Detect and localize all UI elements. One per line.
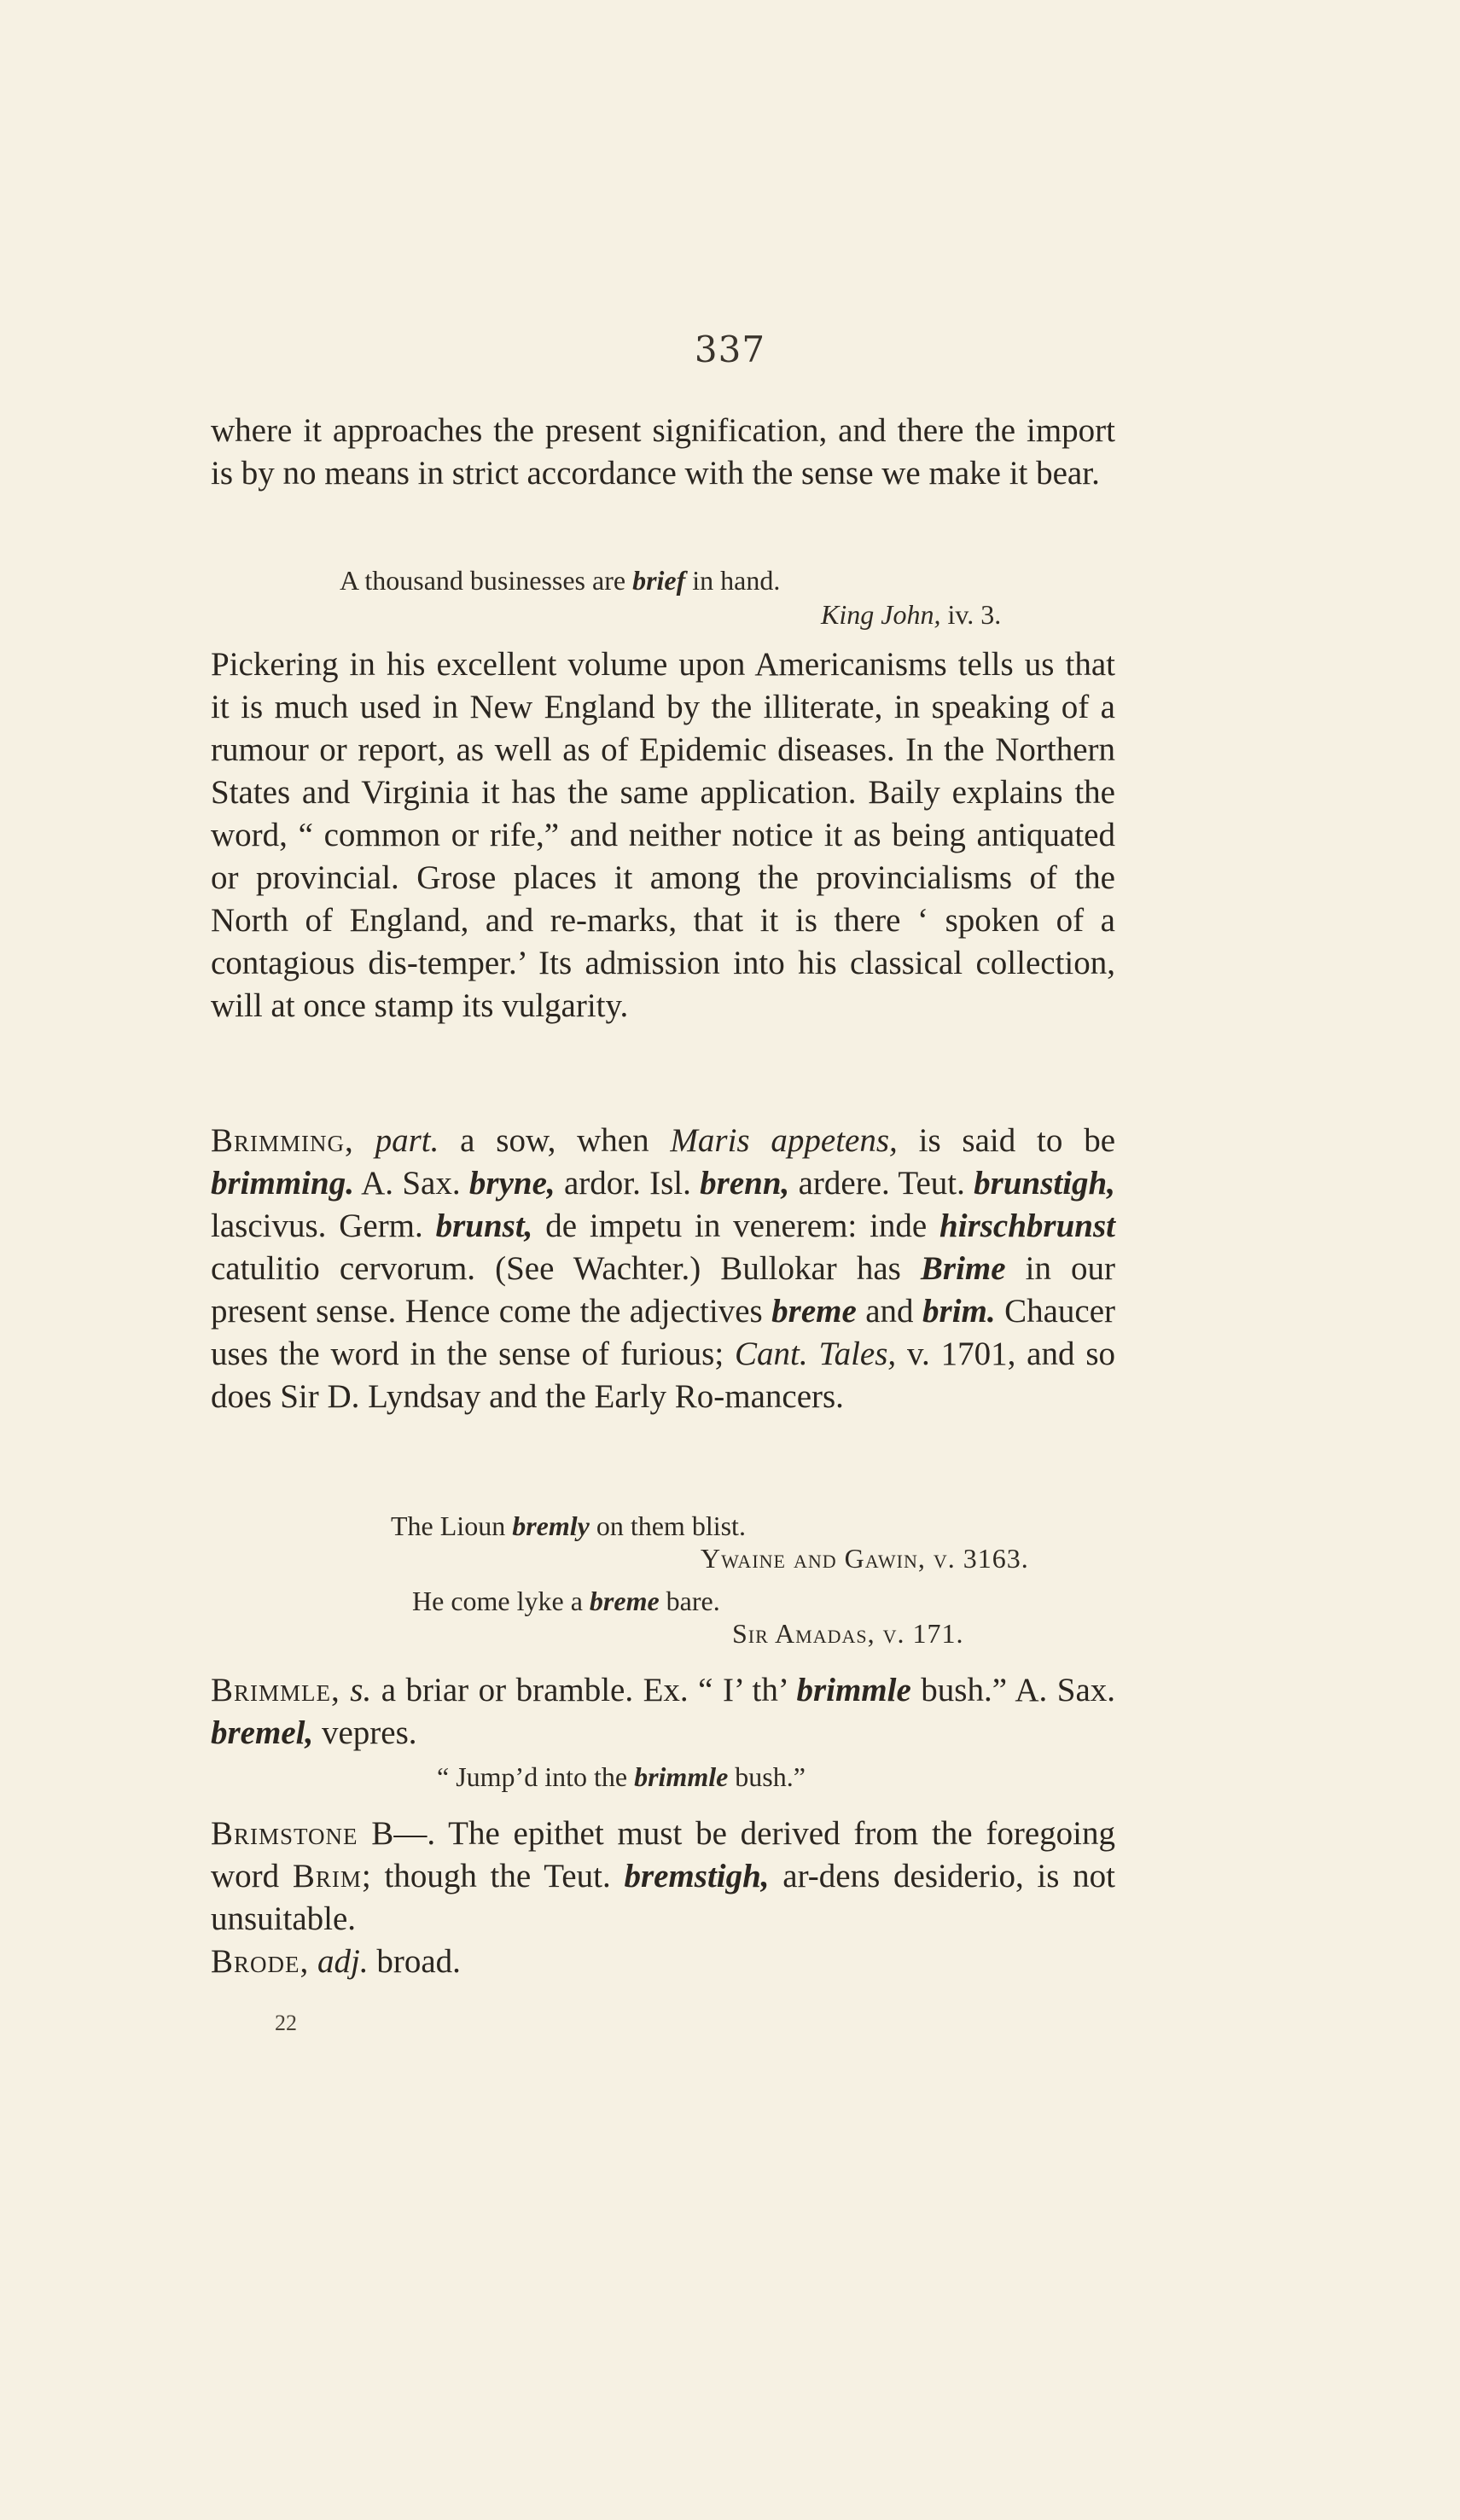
- quote-text-end: in hand.: [685, 565, 781, 596]
- quote-source-sir-amadas: Sir Amadas, v. 171.: [732, 1618, 964, 1649]
- quote-word: brief: [632, 565, 686, 596]
- entry-head: Brimming,: [211, 1122, 354, 1159]
- entry-brode: Brode, adj. broad.: [211, 1943, 461, 1980]
- quote-king-john: [340, 563, 780, 597]
- paragraph-intro: where it approaches the present signification, and there the import is by no means in strict accordance with the sense we make it bear.: [211, 412, 1115, 492]
- entry-head: Brimstone: [211, 1815, 358, 1852]
- signature-mark: 22: [275, 2011, 297, 2035]
- quote-source-ywaine: Ywaine and Gawin, v. 3163.: [701, 1543, 1029, 1574]
- quote-jumpd: “ Jump’d into the brimmle bush.”: [437, 1761, 806, 1792]
- quote-sir-amadas: He come lyke a breme bare.: [412, 1586, 720, 1616]
- entry-pos: part.: [375, 1122, 439, 1159]
- entry-head: Brode,: [211, 1943, 310, 1980]
- entry-brimming: Brimming, part. a sow, when Maris appetens, is said to be brimming. A. Sax. bryne, ardor. Isl. brenn, ardere. Teut. brunstigh, lascivus. Germ. brunst, de impetu in venerem: inde hirschbrunst catulitio cervorum. (See Wachter.) Bullokar has Brime in our present sense. Hence come the adjectives breme and brim. Chaucer uses the word in the sense of furious; Cant. Tales, v. 1701, and so does Sir D. Lyndsay and the Early Ro-mancers.: [211, 1122, 1116, 1415]
- quote-source-king-john: [821, 597, 1001, 631]
- entry-brimmle: Brimmle, s. a briar or bramble. Ex. “ I’ th’ brimmle bush.” A. Sax. bremel, vepres.: [211, 1672, 1116, 1751]
- entry-head: Brimmle,: [211, 1672, 340, 1708]
- quote-ywaine: The Lioun bremly on them blist.: [391, 1510, 746, 1541]
- paragraph-pickering: Pickering in his excellent volume upon Americanisms tells us that it is much used in New England by the illiterate, in speaking of a rumour or report, as well as of Epidemic diseases. In the Northern States and Virginia it has the same application. Baily explains the word, “ common or rife,” and neither notice it as being antiquated or provincial. Grose places it among the provincialisms of the North of England, and re-marks, that it is there ‘ spoken of a contagious dis-temper.’ Its admission into his classical collection, will at once stamp its vulgarity.: [211, 646, 1115, 1024]
- source-work: King John,: [821, 599, 941, 630]
- page-number: 337: [694, 329, 766, 370]
- quote-text: A thousand businesses are: [340, 565, 633, 596]
- source-ref: iv. 3.: [940, 599, 1002, 630]
- entry-brimstone: Brimstone B—. The epithet must be derived from the foregoing word Brim; though the Teut. bremstigh, ar-dens desiderio, is not unsuitable.: [211, 1815, 1116, 1937]
